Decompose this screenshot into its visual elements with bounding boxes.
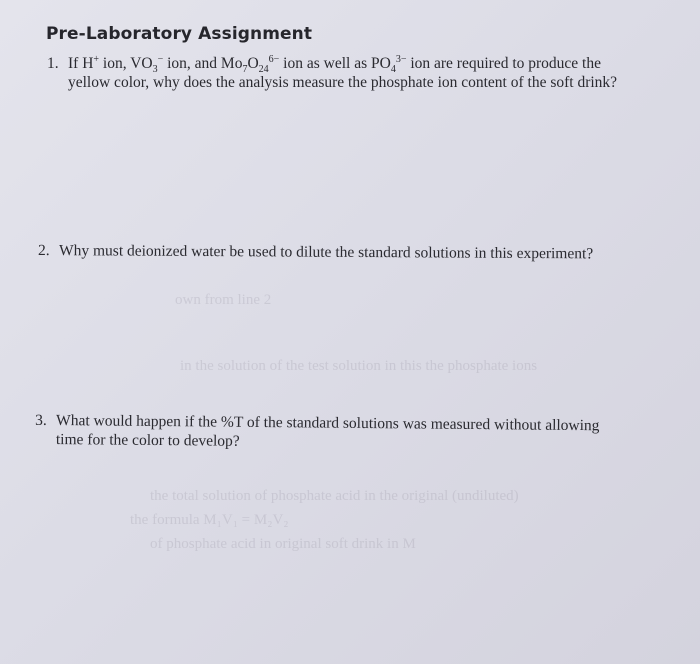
question-text: Why must deionized water be used to dilute the standard solutions in this experiment? — [58, 242, 594, 263]
question-text: If H+ ion, $VO_3^-$ ion, and $Mo_7O_{24}^{6-}$ ion as well as $PO_4^{3-}$ ion are required to produce the yellow color, why does the analysis measure the phosphate ion content of the soft drink? — [68, 53, 618, 91]
bleed-through-text: of phosphate acid in original soft drink in M — [150, 536, 416, 552]
bleed-through-text: in the solution of the test solution in this the phosphate ions — [180, 358, 538, 374]
question-3 — [35, 411, 695, 455]
bleed-through-text: own from line 2 — [175, 292, 272, 308]
bleed-through-text: the formula M₁V₁ = M₂V₂ — [130, 512, 289, 528]
question-number: 2. — [37, 242, 50, 260]
bleed-through-text: the total solution of phosphate acid in the original (undiluted) — [150, 488, 519, 504]
question-2 — [38, 241, 688, 264]
question-text: What would happen if the %T of the standard solutions was measured without allowing time for the color to develop? — [55, 412, 600, 450]
question-1 — [47, 54, 687, 92]
question-number: 1. — [47, 55, 59, 72]
page-title: Pre-Laboratory Assignment — [46, 24, 313, 44]
question-number: 3. — [35, 411, 47, 429]
